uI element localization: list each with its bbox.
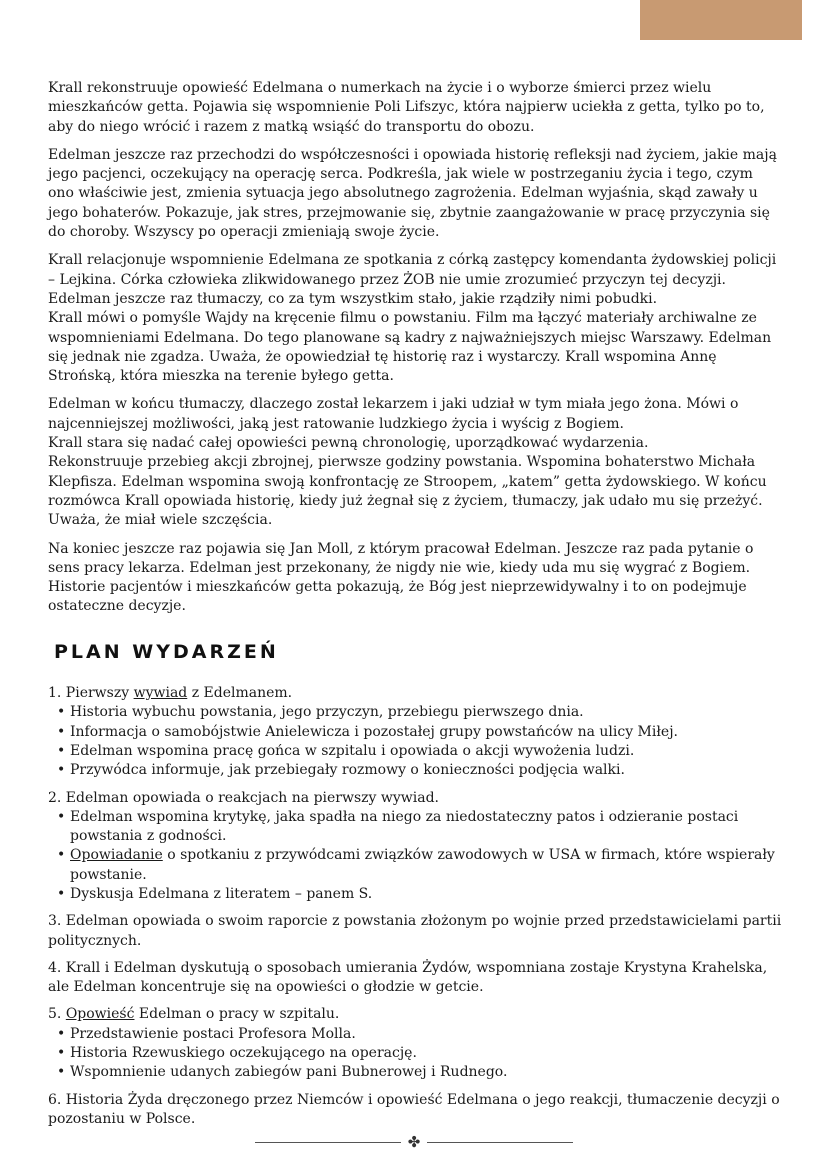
list-item: • Historia wybuchu powstania, jego przyczyn, przebiegu pierwszego dnia. (70, 703, 783, 722)
document-body (48, 79, 783, 1137)
list-item (70, 846, 783, 885)
plan-item-5 (48, 1005, 783, 1082)
plan-item-text: Edelman o pracy w szpitalu. (134, 1006, 340, 1023)
list-item: • Edelman wspomina krytykę, jaka spadła na niego za niedostateczny patos i odzieranie postaci powstania z godności. (70, 808, 783, 847)
plan-item-2 (48, 789, 783, 905)
paragraph-text: Edelman w końcu tłumaczy, dlaczego został lekarzem i jaki udział w tym miała jego żona. Mówi o najcenniejszej możliwości, jaką jest ratowanie ludzkiego życia i wyścig z Bogiem. Krall stara się nadać całej opowieści pewną chronologię, uporządkować wydarzenia. Rekonstruuje przebieg akcji zbrojnej, pierwsze godziny powstania. Wspomina bohaterstwo Michała Klepfisza. Edelman wspomina swoją konfrontację ze Stroopem, „katem” getta żydowskiego. W końcu rozmówca Krall opowiada historię, kiedy już żegnał się z życiem, tłumaczy, jak udało mu się przeżyć. Uważa, że miał wiele szczęścia. (48, 396, 767, 529)
list-item: • Przedstawienie postaci Profesora Molla. (70, 1025, 783, 1044)
plan-item-text: 5. (48, 1006, 66, 1023)
plan-item-text: 3. Edelman opowiada o swoim raporcie z powstania złożonym po wojnie przed przedstawicielami partii politycznych. (48, 913, 782, 949)
paragraph: Na koniec jeszcze raz pojawia się Jan Moll, z którym pracował Edelman. Jeszcze raz pada pytanie o sens pracy lekarza. Edelman jest przekonany, że nigdy nie wie, kiedy uda mu się wygrać z Bogiem. Historie pacjentów i mieszkańców getta pokazują, że Bóg jest nieprzewidywalny i to on podejmuje ostateczne decyzje. (48, 540, 754, 615)
list-item: • Historia Rzewuskiego oczekującego na operację. (70, 1044, 783, 1063)
section-heading-plan: PLAN WYDARZEŃ (54, 640, 279, 663)
plan-item-link[interactable]: wywiad (133, 685, 188, 702)
bullet-list (48, 808, 783, 904)
paragraph: Edelman jeszcze raz przechodzi do współczesności i opowiada historię refleksji nad życiem, jakie mają jego pacjenci, oczekujący na operację serca. Podkreśla, jak wiele w postrzeganiu życia i tego, czym ono właściwie jest, zmienia sytuacja jego absolutnego zagrożenia. Edelman wyjaśnia, skąd zawały u jego bohaterów. Pokazuje, jak stres, przejmowanie się, zbytnie zaangażowanie w pracę przyczynia się do choroby. Wszyscy po operacji zmieniają swoje życie. (48, 146, 777, 241)
plan-item-link[interactable]: Opowieść (65, 1006, 135, 1023)
plan-item-4 (48, 959, 783, 998)
list-item-link[interactable]: Opowiadanie (70, 847, 163, 864)
corner-accent-tab (640, 0, 802, 40)
plan-item-text: 6. Historia Żyda dręczonego przez Niemców i opowieść Edelmana o jego reakcji, tłumaczenie decyzji o pozostaniu w Polsce. (48, 1091, 780, 1127)
bullet-list (48, 1025, 783, 1083)
plan-item-text: 4. Krall i Edelman dyskutują o sposobach umierania Żydów, wspomniana zostaje Krystyna Krahelska, ale Edelman koncentruje się na opowieści o głodzie w getcie. (48, 959, 768, 996)
bullet-list (48, 703, 783, 780)
list-item: • Przywódca informuje, jak przebiegały rozmowy o konieczności podjęcia walki. (70, 761, 783, 780)
paragraph (48, 251, 783, 386)
divider (255, 1142, 401, 1143)
plan-item-text: z Edelmanem. (187, 685, 293, 702)
list-item: • Edelman wspomina pracę gońca w szpitalu i opowiada o akcji wywożenia ludzi. (70, 742, 783, 761)
plan-item-6 (48, 1091, 783, 1130)
plan-item-1 (48, 684, 783, 780)
ornament-icon: ✤ (407, 1133, 421, 1151)
list-item: • Dyskusja Edelmana z literatem – panem S. (70, 885, 783, 904)
paragraph: Krall rekonstruuje opowieść Edelmana o numerkach na życie i o wyborze śmierci przez wielu mieszkańców getta. Pojawia się wspomnienie Poli Lifszyc, która najpierw uciekła z getta, tylko po to, aby do niego wrócić i razem z matką wsiąść do transportu do obozu. (48, 80, 765, 135)
paragraph (48, 395, 783, 530)
divider (427, 1142, 573, 1143)
plan-item-text: 1. Pierwszy (48, 685, 134, 702)
list-item: • Wspomnienie udanych zabiegów pani Bubnerowej i Rudnego. (70, 1063, 783, 1082)
plan-item-3 (48, 912, 783, 951)
list-item: • Informacja o samobójstwie Anielewicza i pozostałej grupy powstańców na ulicy Miłej. (70, 723, 783, 742)
paragraph-text: Krall relacjonuje wspomnienie Edelmana ze spotkania z córką zastępcy komendanta żydowskiej policji – Lejkina. Córka człowieka zlikwidowanego przez ŻOB nie umie zrozumieć przyczyn tej decyzji. Edelman jeszcze raz tłumaczy, co za tym wszystkim stało, jakie rządziły nimi pobudki. Krall mówi o pomyśle Wajdy na kręcenie filmu o powstaniu. Film ma łączyć materiały archiwalne ze wspomnieniami Edelmana. Do tego planowane są kadry z najważniejszych miejsc Warszawy. Edelman się jednak nie zgadza. Uważa, że opowiedział tę historię raz i wystarczy. Krall wspomina Annę Strońską, która mieszka na terenie byłego getta. (48, 252, 777, 385)
plan-item-text: 2. Edelman opowiada o reakcjach na pierwszy wywiad. (48, 789, 439, 806)
list-item-text: o spotkaniu z przywódcami związków zawodowych w USA w firmach, które wspierały powstanie. (70, 847, 775, 883)
footer-ornament (255, 1134, 573, 1152)
